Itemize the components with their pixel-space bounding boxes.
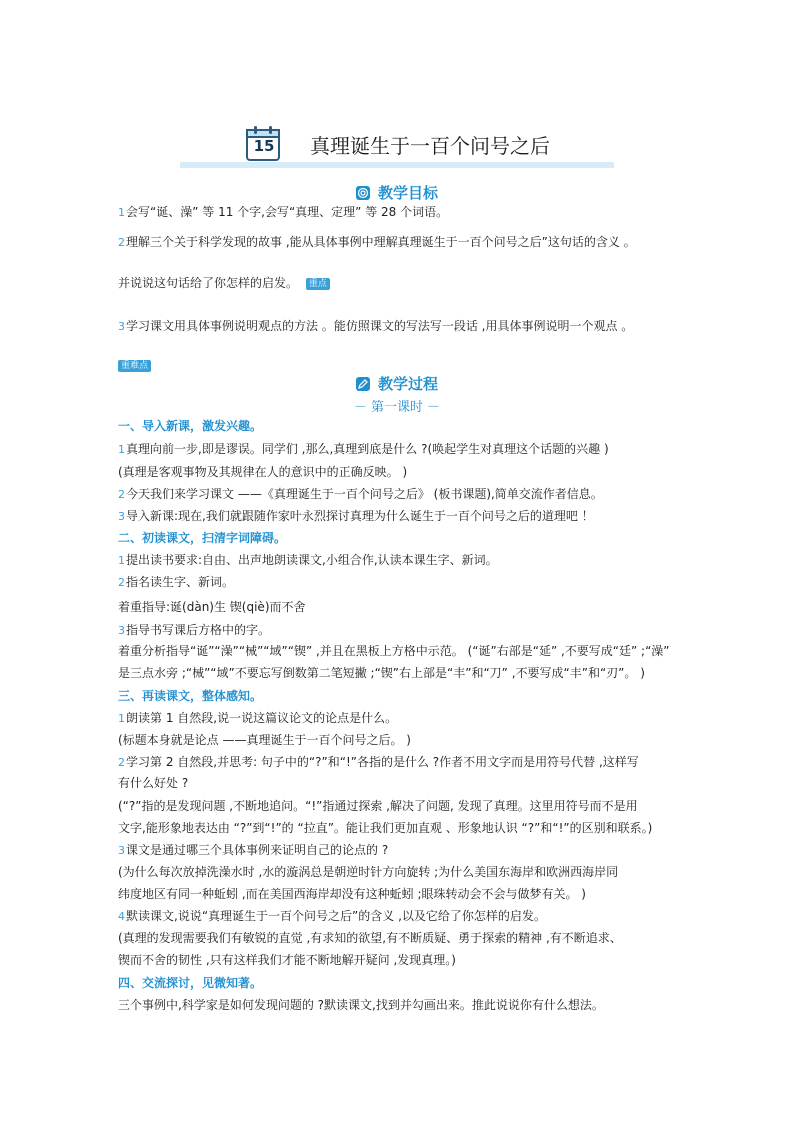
text-line: 4默读课文,说说“真理诞生于一百个问号之后”的含义 ,以及它给了你怎样的启发。 bbox=[118, 909, 546, 923]
goal-item: 3学习课文用具体事例说明观点的方法 。能仿照课文的写法写一段话 ,用具体事例说明一个观点 。 bbox=[118, 319, 634, 333]
text-line: 有什么好处 ? bbox=[118, 776, 189, 790]
goals-heading: 教学目标 bbox=[378, 184, 439, 202]
text-line: 3导入新课:现在,我们就跟随作家叶永烈探讨真理为什么诞生于一百个问号之后的道理吧 ！ bbox=[118, 509, 594, 523]
text-line: (“?”指的是发现问题 ,不断地追问。“!”指通过探索 ,解决了问题, 发现了真理。这里用符号而不是用 bbox=[118, 799, 638, 813]
process-heading-row bbox=[0, 373, 794, 394]
difficulty-tag: 重难点 bbox=[118, 360, 151, 372]
section-heading: 二、初读课文，扫清字词障碍。 bbox=[118, 531, 287, 545]
goals-heading-row bbox=[0, 182, 794, 203]
text-line: 锲而不舍的韧性 ,只有这样我们才能不断地解开疑问 ,发现真理。) bbox=[118, 953, 456, 967]
text-line: (为什么每次放掉洗澡水时 ,水的漩涡总是朝逆时针方向旋转 ;为什么美国东海岸和欧洲西海岸同 bbox=[118, 865, 619, 879]
target-icon bbox=[356, 186, 370, 200]
goal-item: 1会写“诞、澡” 等 11 个字,会写“真理、定理” 等 28 个词语。 bbox=[118, 205, 449, 219]
title-underline bbox=[180, 162, 614, 168]
difficulty-tag-row bbox=[118, 354, 151, 373]
text-line: 3指导书写课后方格中的字。 bbox=[118, 623, 271, 637]
text-line: 3课文是通过哪三个具体事例来证明自己的论点的 ? bbox=[118, 843, 389, 857]
text-line: 2学习第 2 自然段,并思考: 句子中的“?”和“!”各指的是什么 ?作者不用文字而是用符号代替 ,这样写 bbox=[118, 755, 639, 769]
text-line: 1真理向前一步,即是谬误。同学们 ,那么,真理到底是什么 ?(唤起学生对真理这个话题的兴趣 ) bbox=[118, 442, 609, 456]
text-line: 文字,能形象地表达由 “?”到“!”的 “拉直”。能让我们更加直观 、形象地认识 “?”和“!”的区别和联系。) bbox=[118, 821, 653, 835]
text-line: 着重分析指导“诞”“澡”“械”“域”“锲” ,并且在黑板上方格中示范。 (“诞”右部是“延” ,不要写成“廷” ;“澡” bbox=[118, 644, 670, 658]
lesson-number: 15 bbox=[253, 137, 275, 155]
text-line: (真理的发现需要我们有敏锐的直觉 ,有求知的欲望,有不断质疑、勇于探索的精神 ,有不断追求、 bbox=[118, 931, 622, 945]
section-heading: 四、交流探讨，见微知著。 bbox=[118, 976, 263, 990]
text-line: (真理是客观事物及其规律在人的意识中的正确反映。 ) bbox=[118, 465, 408, 479]
goal-item: 2理解三个关于科学发现的故事 ,能从具体事例中理解真理诞生于一百个问号之后”这句话的含义 。 bbox=[118, 235, 636, 249]
process-heading: 教学过程 bbox=[378, 375, 439, 393]
pencil-icon bbox=[356, 377, 370, 391]
key-point-tag: 重点 bbox=[306, 278, 330, 290]
page-title: 真理诞生于一百个问号之后 bbox=[310, 134, 550, 158]
text-line: 纬度地区有同一种蚯蚓 ,而在美国西海岸却没有这种蚯蚓 ;眼珠转动会不会与做梦有关。 ) bbox=[118, 887, 586, 901]
text-line: 三个事例中,科学家是如何发现问题的 ?默读课文,找到并勾画出来。推此说说你有什么想法。 bbox=[118, 998, 604, 1012]
period-label: － 第一课时 － bbox=[353, 400, 441, 415]
text-line: 2今天我们来学习课文 ——《真理诞生于一百个问号之后》 (板书课题),简单交流作者信息。 bbox=[118, 487, 603, 501]
text-line: 是三点水旁 ;“械”“域”不要忘写倒数第二笔短撇 ;“锲”右上部是“丰”和“刀” ,不要写成“丰”和“刃”。 ) bbox=[118, 666, 645, 680]
text-line: 1提出读书要求:自由、出声地朗读课文,小组合作,认读本课生字、新词。 bbox=[118, 553, 498, 567]
text-line: 着重指导:诞(dàn)生 锲(qiè)而不舍 bbox=[118, 600, 306, 614]
goal-item: 并说说这句话给了你怎样的启发。 重点 bbox=[118, 275, 330, 291]
section-heading: 三、再读课文，整体感知。 bbox=[118, 689, 263, 703]
section-heading: 一、导入新课，激发兴趣。 bbox=[118, 419, 263, 433]
text-line: (标题本身就是论点 ——真理诞生于一百个问号之后。 ) bbox=[118, 733, 411, 747]
text-line: 2指名读生字、新词。 bbox=[118, 575, 235, 589]
text-line: 1朗读第 1 自然段,说一说这篇议论文的论点是什么。 bbox=[118, 711, 398, 725]
